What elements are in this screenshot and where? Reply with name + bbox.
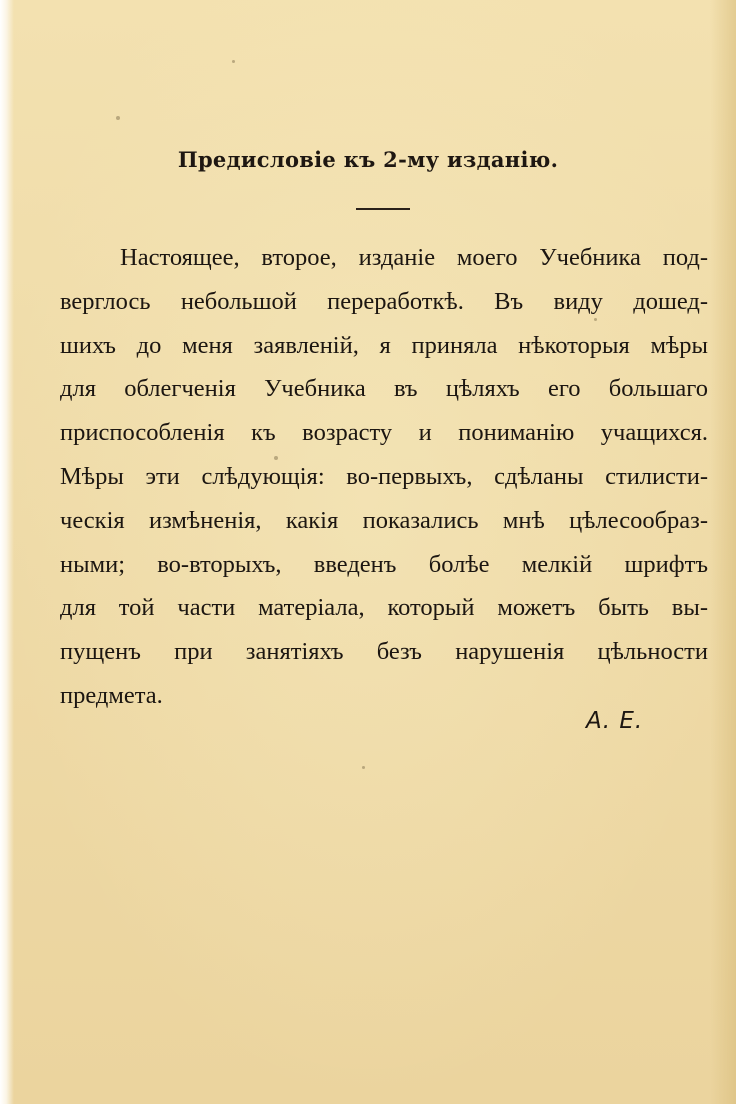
text-line: ными; во-вторыхъ, введенъ болѣе мелкій шрифтъ xyxy=(60,550,708,578)
preface-paragraph xyxy=(60,236,708,718)
text-line: верглось небольшой переработкѣ. Въ виду дошед- xyxy=(60,287,708,315)
text-line: пущенъ при занятіяхъ безъ нарушенія цѣльности xyxy=(60,638,708,666)
title-divider xyxy=(356,208,410,210)
text-line: предмета. xyxy=(60,681,163,709)
text-line: ческія измѣненія, какія показались мнѣ цѣлесообраз- xyxy=(60,506,708,534)
paper-speck xyxy=(362,766,365,769)
text-line: приспособленія къ возрасту и пониманію учащихся. xyxy=(60,419,708,447)
page-title: Предисловіе къ 2-му изданію. xyxy=(177,147,559,172)
author-signature: А. Е. xyxy=(586,708,644,734)
paper-speck xyxy=(116,116,120,120)
text-line: для той части матеріала, который можетъ быть вы- xyxy=(60,594,708,622)
text-line: Мѣры эти слѣдующія: во-первыхъ, сдѣланы стилисти- xyxy=(60,462,708,490)
text-line: шихъ до меня заявленій, я приняла нѣкоторыя мѣры xyxy=(60,331,708,359)
paper-speck xyxy=(232,60,235,63)
text-line: для облегченія Учебника въ цѣляхъ его большаго xyxy=(60,375,708,403)
text-line: Настоящее, второе, изданіе моего Учебника под- xyxy=(120,244,708,271)
